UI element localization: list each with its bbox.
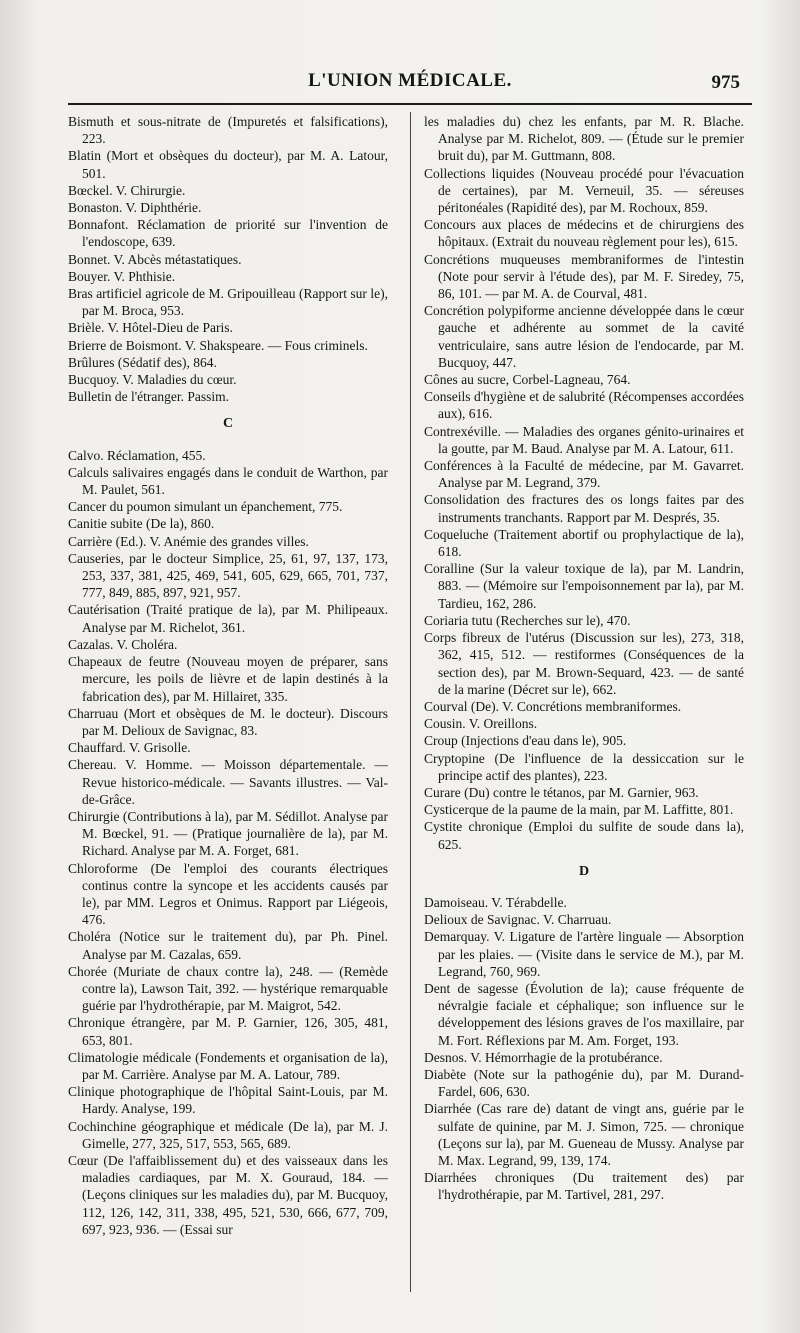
index-entry: Cautérisation (Traité pratique de la), par M. Philipeaux. Analyse par M. Richelot, 361. <box>68 602 388 635</box>
page-header <box>68 70 752 100</box>
right-column <box>424 113 744 1313</box>
index-entry: Chronique étrangère, par M. P. Garnier, 126, 305, 481, 653, 801. <box>68 1015 388 1048</box>
page-number: 975 <box>711 72 740 93</box>
index-entry: Chauffard. V. Grisolle. <box>68 740 191 756</box>
index-entry: Damoiseau. V. Térabdelle. <box>424 894 567 910</box>
index-entry: Brierre de Boismont. V. Shakspeare. — Fous criminels. <box>68 337 368 353</box>
index-entry: Cœur (De l'affaiblissement du) et des vaisseaux dans les maladies cardiaques, par M. X. Gouraud, 184. — (Leçons cliniques sur les maladies du), par M. Bucquoy, 112, 126, 142, 311, 338, 495, 521, 530, 666, 677, 709, 697, 923, 936. — (Essai sur <box>68 1152 388 1237</box>
index-entry: Bonnet. V. Abcès métastatiques. <box>68 251 242 267</box>
index-entry: Canitie subite (De la), 860. <box>68 516 215 532</box>
index-entry: Choléra (Notice sur le traitement du), par Ph. Pinel. Analyse par M. Cazalas, 659. <box>68 929 388 962</box>
index-entry: Brièle. V. Hôtel-Dieu de Paris. <box>68 320 233 336</box>
index-entry: Conseils d'hygiène et de salubrité (Récompenses accordées aux), 616. <box>424 389 744 422</box>
index-entry: Blatin (Mort et obsèques du docteur), par M. A. Latour, 501. <box>68 148 388 181</box>
index-entry: Collections liquides (Nouveau procédé pour l'évacuation de certaines), par M. Verneuil, 35. — séreuses péritonéales (Rapidité des), par M. Rochoux, 859. <box>424 165 744 216</box>
index-entry: Delioux de Savignac. V. Charruau. <box>424 912 612 928</box>
index-entry: Calculs salivaires engagés dans le conduit de Warthon, par M. Paulet, 561. <box>68 464 388 498</box>
section-letter: D <box>578 863 590 879</box>
index-entry: Chloroforme (De l'emploi des courants électriques continus contre la syncope et les accidents causés par le), par MM. Legros et Onimus. Rapport par Liégeois, 476. <box>68 860 388 928</box>
index-entry: Climatologie médicale (Fondements et organisation de la), par M. Carrière. Analyse par M. A. Latour, 789. <box>68 1049 388 1082</box>
index-entry: Bonnafont. Réclamation de priorité sur l'invention de l'endoscope, 639. <box>68 217 388 250</box>
index-entry: Diarrhée (Cas rare de) datant de vingt ans, guérie par le sulfate de quinine, par M. J. Simon, 725. — chronique (Leçons sur la), par M. Gueneau de Mussy. Analyse par M. Max. Legrand, 99, 139, 174. <box>424 1101 744 1168</box>
index-entry: Cochinchine géographique et médicale (De la), par M. J. Gimelle, 277, 325, 517, 553, 565, 689. <box>68 1118 388 1151</box>
column-divider <box>410 112 411 1292</box>
section-letter: C <box>222 416 234 432</box>
index-entry: Croup (Injections d'eau dans le), 905. <box>424 733 627 749</box>
index-entry: Coqueluche (Traitement abortif ou prophylactique de la), 618. <box>424 526 744 560</box>
index-entry: Diabète (Note sur la pathogénie du), par M. Durand-Fardel, 606, 630. <box>424 1066 744 1100</box>
index-entry: Curare (Du) contre le tétanos, par M. Garnier, 963. <box>424 784 699 800</box>
index-entry: Dent de sagesse (Évolution de la); cause fréquente de névralgie faciale et céphalique; son influence sur le développement des lésions graves de l'os maxillaire, par M. Fort. Réflexions par M. Am. Forget, 193. <box>424 980 744 1048</box>
index-entry: Causeries, par le docteur Simplice, 25, 61, 97, 137, 173, 253, 337, 381, 425, 469, 541, 605, 629, 665, 701, 737, 777, 849, 885, 897, 921, 957. <box>68 550 388 601</box>
index-entry: Cônes au sucre, Corbel-Lagneau, 764. <box>424 372 631 388</box>
index-entry: Charruau (Mort et obsèques de M. le docteur). Discours par M. Delioux de Savignac, 83. <box>68 705 388 738</box>
index-entry: Cryptopine (De l'influence de la dessiccation sur le principe actif des plantes), 223. <box>424 750 744 783</box>
index-entry: Consolidation des fractures des os longs faites par des instruments tranchants. Rapport par M. Després, 35. <box>424 492 744 525</box>
index-entry: Chereau. V. Homme. — Moisson départementale. — Revue historico-médicale. — Savants illustres. — Val-de-Grâce. <box>68 757 388 807</box>
index-entry: Conférences à la Faculté de médecine, par M. Gavarret. Analyse par M. Legrand, 379. <box>424 458 744 491</box>
index-entry: Coralline (Sur la valeur toxique de la), par M. Landrin, 883. — (Mémoire sur l'empoisonnement par la), par M. Tardieu, 162, 286. <box>424 561 744 611</box>
index-entry: Bras artificiel agricole de M. Gripouilleau (Rapport sur le), par M. Broca, 953. <box>68 286 388 319</box>
index-entry: Concrétion polypiforme ancienne développée dans le cœur gauche et adhérente au sommet de la cavité ventriculaire, sans autre lésion de l'endocarde, par M. Bucquoy, 447. <box>424 303 744 370</box>
index-entry: Coriaria tutu (Recherches sur le), 470. <box>424 612 631 628</box>
index-entry: Cazalas. V. Choléra. <box>68 636 178 652</box>
index-entry: Calvo. Réclamation, 455. <box>68 447 206 463</box>
header-rule <box>68 103 752 105</box>
index-entry: Courval (De). V. Concrétions membraniformes. <box>424 698 682 714</box>
index-entry: Chorée (Muriate de chaux contre la), 248. — (Remède contre la), Lawson Tait, 392. — hystérique remarquable guérie par l'hydrothérapie, par M. Maigrot, 542. <box>68 963 388 1014</box>
index-entry: Bouyer. V. Phthisie. <box>68 268 176 284</box>
left-column <box>68 113 388 1313</box>
index-entry: Chirurgie (Contributions à la), par M. Sédillot. Analyse par M. Bœckel, 91. — (Pratique journalière de la), par M. Richard. Analyse par M. A. Forget, 681. <box>68 808 388 859</box>
index-entry: Bonaston. V. Diphthérie. <box>68 200 202 216</box>
index-entry: Bœckel. V. Chirurgie. <box>68 182 186 198</box>
index-entry: Clinique photographique de l'hôpital Saint-Louis, par M. Hardy. Analyse, 199. <box>68 1084 388 1117</box>
index-entry: Corps fibreux de l'utérus (Discussion sur les), 273, 318, 362, 415, 512. — restiformes (Conséquences de la section des), par M. Brown-Sequard, 423. — de santé de la marine (Décret sur le), 662. <box>424 630 744 697</box>
index-entry: Bismuth et sous-nitrate de (Impuretés et falsifications), 223. <box>68 114 388 147</box>
index-entry: Bucquoy. V. Maladies du cœur. <box>68 372 237 388</box>
index-entry: Concrétions muqueuses membraniformes de l'intestin (Note pour servir à l'étude des), par M. F. Siredey, 75, 86, 101. — par M. A. de Courval, 481. <box>424 251 744 302</box>
index-entry: Demarquay. V. Ligature de l'artère linguale — Absorption par les plaies. — (Visite dans le service de M.), par M. Legrand, 760, 969. <box>424 929 744 979</box>
index-entry: Cystite chronique (Emploi du sulfite de soude dans la), 625. <box>424 819 744 852</box>
index-entry: Concours aux places de médecins et de chirurgiens des hôpitaux. (Extrait du nouveau règlement pour les), 615. <box>424 217 744 250</box>
index-entry: Cousin. V. Oreillons. <box>424 716 538 732</box>
index-entry: Diarrhées chroniques (Du traitement des) par l'hydrothérapie, par M. Tartivel, 281, 297. <box>424 1170 744 1203</box>
index-entry: Desnos. V. Hémorrhagie de la protubérance. <box>424 1049 663 1065</box>
index-entry: Cysticerque de la paume de la main, par M. Laffitte, 801. <box>424 802 734 818</box>
running-title: L'UNION MÉDICALE. <box>308 70 512 91</box>
index-entry: Bulletin de l'étranger. Passim. <box>68 389 230 405</box>
index-entry: les maladies du) chez les enfants, par M. R. Blache. Analyse par M. Richelot, 809. — (Étude sur le premier bruit du), par M. Guttmann, 808. <box>424 114 744 164</box>
index-entry: Brûlures (Sédatif des), 864. <box>68 354 217 370</box>
index-entry: Cancer du poumon simulant un épanchement, 775. <box>68 499 343 515</box>
index-entry: Chapeaux de feutre (Nouveau moyen de préparer, sans mercure, les poils de lièvre et de lapin destinés à la fabrication des), par M. Hillairet, 335. <box>68 654 388 704</box>
index-entry: Carrière (Ed.). V. Anémie des grandes villes. <box>68 533 309 549</box>
index-entry: Contrexéville. — Maladies des organes génito-urinaires et la goutte, par M. Baud. Analyse par M. A. Latour, 611. <box>424 423 744 456</box>
